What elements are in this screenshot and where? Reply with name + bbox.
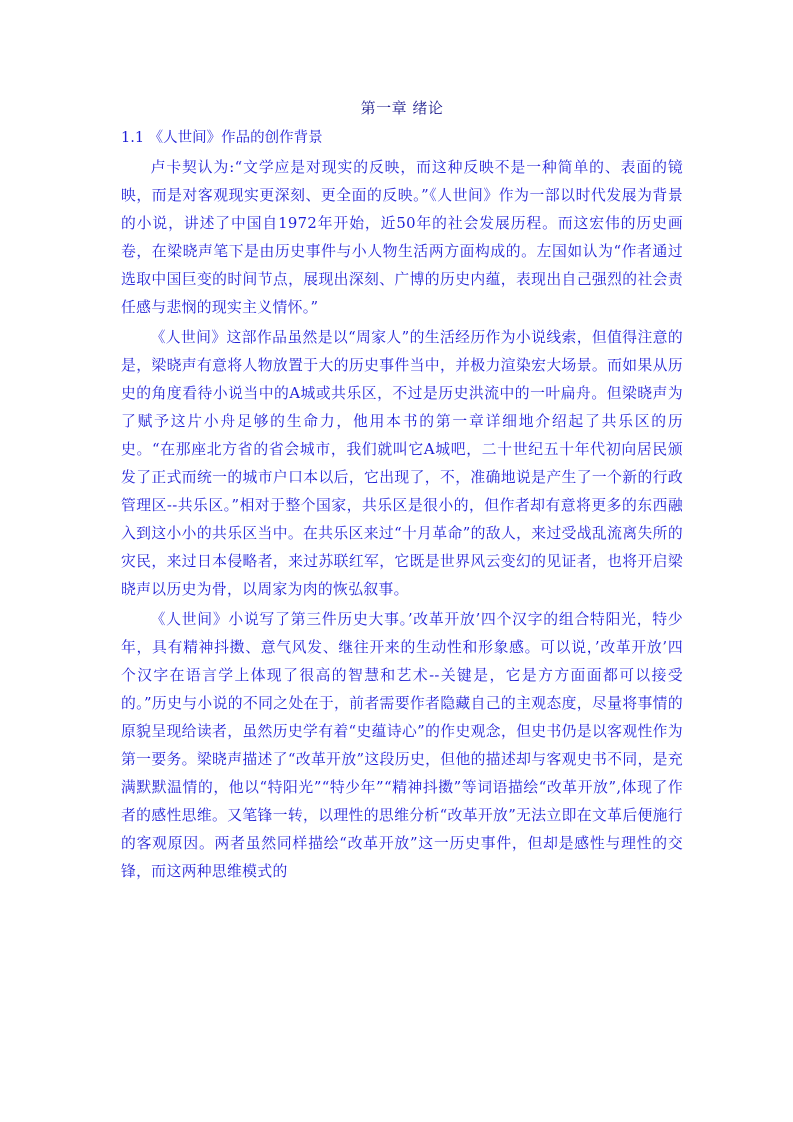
paragraph-2: 《人世间》这部作品虽然是以“周家人”的生活经历作为小说线索，但值得注意的是，梁晓声有意将人物放置于大的历史事件当中，并极力渲染宏大场景。而如果从历史的角度看待小说当中的A城或共乐区，不过是历史洪流中的一叶扁舟。但梁晓声为了赋予这片小舟足够的生命力，他用本书的第一章详细地介绍起了共乐区的历史。“在那座北方省的省会城市，我们就叫它A城吧，二十世纪五十年代初向居民颁发了正式而统一的城市户口本以后，它出现了，不，准确地说是产生了一个新的行政管理区--共乐区。”相对于整个国家，共乐区是很小的，但作者却有意将更多的东西融入到这小小的共乐区当中。在共乐区来过“十月革命”的敌人，来过受战乱流离失所的灾民，来过日本侵略者，来过苏联红军，它既是世界风云变幻的见证者，也将开启梁晓声以历史为骨，以周家为肉的恢弘叙事。 xyxy=(121,329,683,598)
document-page xyxy=(121,98,683,888)
paragraph-1: 卢卡契认为:“文学应是对现实的反映，而这种反映不是一种简单的、表面的镜映，而是对客观现实更深刻、更全面的反映。”《人世间》作为一部以时代发展为背景的小说，讲述了中国自1972年开始，近50年的社会发展历程。而这宏伟的历史画卷，在梁晓声笔下是由历史事件与小人物生活两方面构成的。左国如认为“作者通过选取中国巨变的时间节点，展现出深刻、广博的历史内蕴，表现出自己强烈的社会责任感与悲悯的现实主义情怀。” xyxy=(121,159,683,316)
paragraph-3: 《人世间》小说写了第三件历史大事。’改革开放’四个汉字的组合特阳光，特少年，具有精神抖擞、意气风发、继往开来的生动性和形象感。可以说，’改革开放’四个汉字在语言学上体现了很高的智慧和艺术--关键是，它是方方面面都可以接受的。”历史与小说的不同之处在于，前者需要作者隐藏自己的主观态度，尽量将事情的原貌呈现给读者，虽然历史学有着“史蕴诗心”的作史观念，但史书仍是以客观性作为第一要务。梁晓声描述了“改革开放”这段历史，但他的描述却与客观史书不同，是充满默默温情的，他以“特阳光”“特少年”“精神抖擞”等词语描绘“改革开放”,体现了作者的感性思维。又笔锋一转，以理性的思维分析“改革开放”无法立即在文革后便施行的客观原因。两者虽然同样描绘“改革开放”这一历史事件，但却是感性与理性的交锋，而这两种思维模式的 xyxy=(121,611,683,880)
chapter-title: 第一章 绪论 xyxy=(360,99,444,117)
section-title: 1.1 《人世间》作品的创作背景 xyxy=(121,130,323,146)
